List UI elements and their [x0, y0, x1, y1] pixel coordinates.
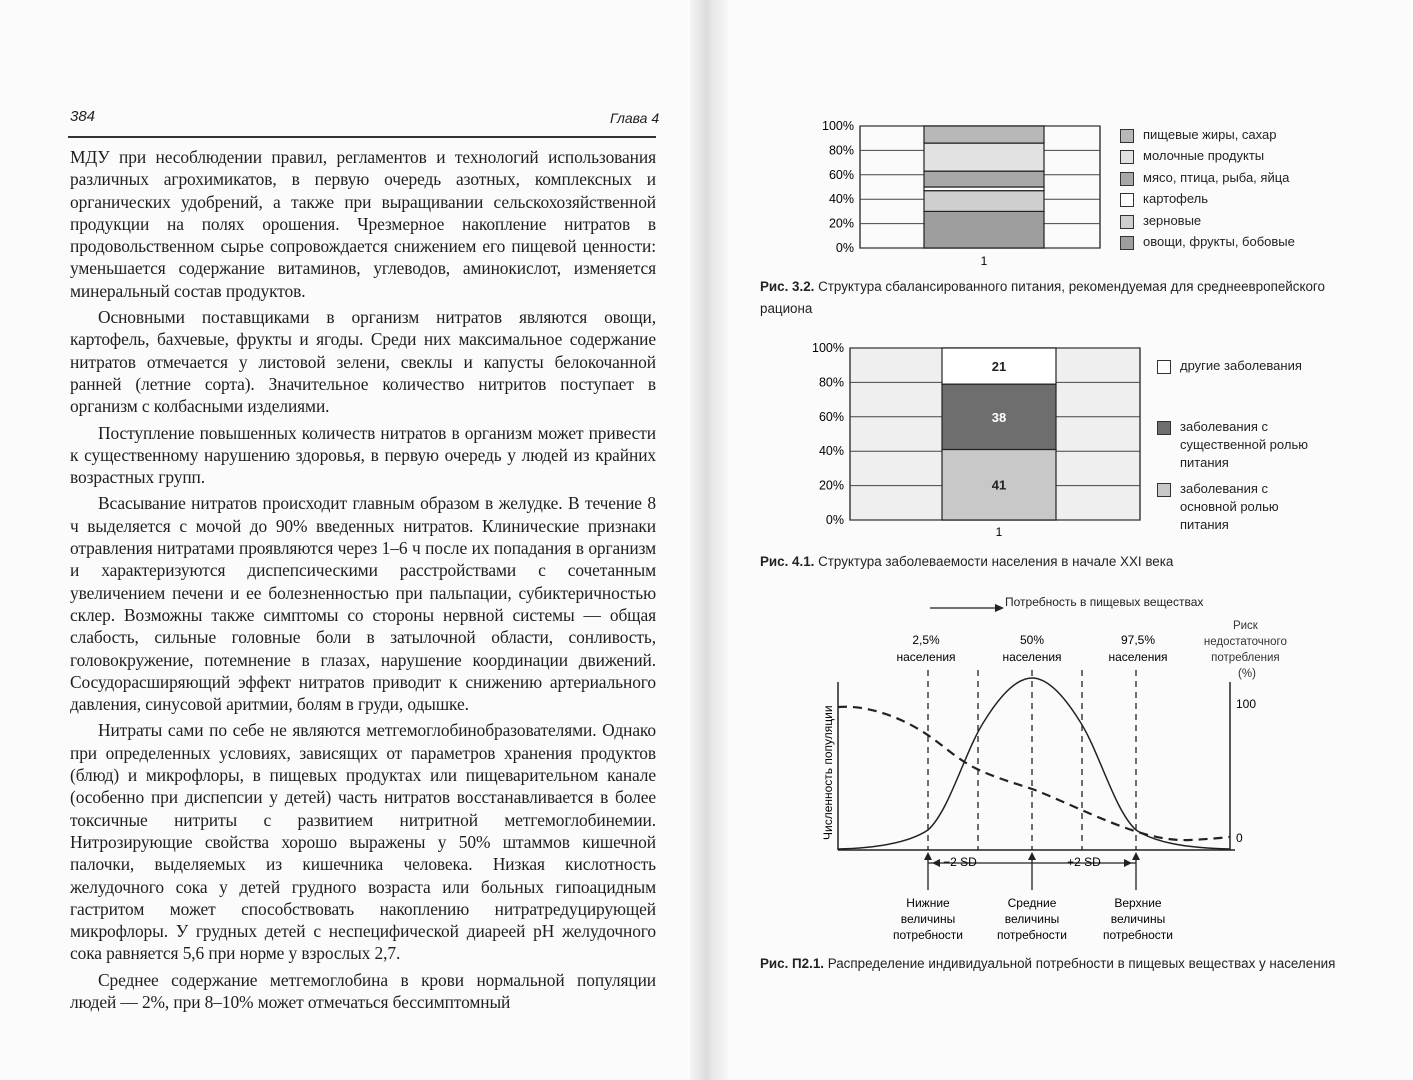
- figP21-caption: [760, 953, 1372, 975]
- y-tick-label: 100%: [822, 119, 854, 133]
- y-tick-label: 40%: [818, 444, 844, 459]
- bottom-label-mid: Средние величины потребности: [997, 896, 1067, 942]
- need-arrow-label: Потребность в пищевых веществах: [1005, 595, 1204, 609]
- legend-label: зерновые: [1143, 213, 1202, 228]
- legend-item: [1120, 212, 1201, 230]
- risk-label: Риск недостаточного потребления (%): [1203, 620, 1287, 680]
- legend-item: [1120, 126, 1276, 144]
- fig41-caption: [760, 551, 1372, 573]
- marker-pct: 2,5%: [912, 633, 940, 647]
- caption-label: Рис. 3.2.: [760, 279, 815, 294]
- legend-item: [1157, 357, 1337, 375]
- fig32-caption: [760, 276, 1372, 320]
- y-tick-label: 80%: [828, 143, 854, 158]
- legend-label: овощи, фрукты, бобовые: [1143, 234, 1295, 249]
- legend-swatch: [1157, 421, 1171, 435]
- bar-segment: [924, 211, 1044, 248]
- risk-0-label: 0: [1236, 831, 1243, 845]
- sd-minus-label: −2 SD: [943, 855, 977, 869]
- book-spine: [690, 0, 728, 1080]
- legend-label: молочные продукты: [1143, 148, 1265, 163]
- y-tick-label: 20%: [818, 478, 844, 493]
- data-label: 41: [991, 477, 1007, 493]
- sd-arrow-head: [932, 859, 940, 867]
- bar-segment: [924, 171, 1044, 187]
- bottom-label-low: Нижние величины потребности: [893, 896, 963, 942]
- risk-curve: [838, 707, 1230, 840]
- caption-label: Рис. П2.1.: [760, 956, 825, 971]
- paragraph: Основными поставщиками в организм нитратов являются овощи, картофель, бахчевые, фрукты и ягоды. Среди них максимальное содержание нитратов отмечается у листовой зелени, свеклы и капусты белокочанной ранней (летние сорта). Значительное количество нитритов поступает в организм с колбасными изделиями.: [70, 307, 656, 417]
- y-tick-label: 60%: [818, 409, 844, 424]
- page-number: 384: [70, 108, 96, 125]
- paragraph: МДУ при несоблюдении правил, регламентов и технологий использования различных агрохимикатов, в первую очередь азотных, комплексных и органических удобрений, а также при выращивании сельскохозяйственной продукции на полях орошения. Чрезмерное накопление нитратов в продовольственном сырье сопровождается снижением его пищевой ценности: уменьшается содержание витаминов, углеводов, аминокислот, изменяется минеральный состав продуктов.: [70, 147, 656, 301]
- chapter-header: Глава 4: [610, 110, 660, 126]
- legend-swatch: [1120, 150, 1134, 164]
- header-rule: [68, 136, 656, 138]
- legend-label: заболевания с основной ролью питания: [1180, 481, 1279, 532]
- marker-text: населения: [1002, 650, 1062, 664]
- up-arrow-head: [1028, 852, 1036, 860]
- marker-text: населения: [896, 650, 956, 664]
- legend-label: мясо, птица, рыба, яйца: [1143, 170, 1290, 185]
- legend-item: [1120, 233, 1295, 251]
- paragraph: Всасывание нитратов происходит главным образом в желудке. В течение 8 ч выделяется с мочой до 90% введенных нитратов. Клинические признаки отравления нитратами проявляются через 1–6 ч после их попадания в организм и характеризуются диспепсическими расстройствами с сочетанным увеличением печени и ее болезненностью при пальпации, субиктеричностью склер. Возможны также симптомы со стороны нервной системы — общая слабость, сильные головные боли в затылочной области, сонливость, головокружение, потемнение в глазах, нарушение координации движений. Сосудорасширяющий эффект нитратов приводит к снижению артериального давления, синусовой аритмии, болям в груди, одышке.: [70, 493, 656, 715]
- up-arrow-head: [1132, 852, 1140, 860]
- sd-plus-label: +2 SD: [1067, 855, 1101, 869]
- caption-text: Структура заболеваемости населения в начале XXI века: [818, 554, 1174, 569]
- legend-swatch: [1157, 360, 1171, 374]
- legend-swatch: [1120, 193, 1134, 207]
- marker-text: населения: [1108, 650, 1168, 664]
- x-tick-label: 1: [980, 254, 988, 268]
- data-label: 21: [991, 359, 1007, 375]
- legend-swatch: [1120, 236, 1134, 250]
- paragraph: Нитраты сами по себе не являются метгемоглобинобразователями. Однако при определенных условиях, зависящих от параметров хранения продуктов (блюд) и микрофлоры, в пищевых продуктах или пищеварительном канале (особенно при диспепсии у детей) часть нитратов восстанавливается в более токсичные нитриты с развитием нитритной метгемоглобинемии. Нитрозирующие свойства хорошо выражены у 50% штаммов кишечной палочки, выделяемых из кишечника человека. Низкая кислотность желудочного сока у детей грудного возраста или больных гипоацидным гастритом может способствовать накоплению нитратредуцирующей микрофлоры. У грудных детей с неспецифической диареей pH желудочного сока равняется 5,6 при норме у взрослых 2,7.: [70, 720, 656, 964]
- paragraph: Поступление повышенных количеств нитратов в организм может привести к существенному нарушению здоровья, в первую очередь у людей из крайних возрастных групп.: [70, 422, 656, 488]
- y-tick-label: 80%: [818, 375, 844, 390]
- caption-text: Структура сбалансированного питания, рекомендуемая для среднеевропейского рациона: [760, 279, 1325, 316]
- legend-label: заболевания с существенной ролью питания: [1180, 419, 1308, 470]
- legend-swatch: [1120, 215, 1134, 229]
- distribution-curve: [838, 678, 1230, 849]
- legend-item: [1157, 480, 1297, 534]
- legend-label: картофель: [1143, 191, 1209, 206]
- legend-label: пищевые жиры, сахар: [1143, 127, 1277, 142]
- sd-arrow-head: [1124, 859, 1132, 867]
- arrow-head: [995, 604, 1004, 612]
- chart-figP21: [810, 590, 1290, 950]
- legend-label: другие заболевания: [1180, 358, 1302, 373]
- paragraph: Среднее содержание метгемоглобина в крови нормальной популяции людей — 2%, при 8–10% может отмечаться бессимптомный: [70, 969, 656, 1012]
- legend-swatch: [1120, 129, 1134, 143]
- up-arrow-head: [924, 852, 932, 860]
- y-tick-label: 0%: [825, 513, 844, 527]
- risk-100-label: 100: [1236, 697, 1257, 711]
- y-tick-label: 100%: [812, 341, 844, 355]
- y-axis-label: Численность популяции: [821, 705, 835, 840]
- chart-fig32: [790, 118, 1120, 268]
- legend-swatch: [1157, 483, 1171, 497]
- bar-segment: [924, 191, 1044, 212]
- chart-fig41: [790, 340, 1150, 540]
- body-text: [70, 146, 656, 1013]
- legend-item: [1120, 169, 1289, 187]
- marker-pct: 97,5%: [1120, 633, 1156, 647]
- y-tick-label: 20%: [828, 216, 854, 231]
- legend-item: [1157, 418, 1332, 472]
- y-tick-label: 60%: [828, 167, 854, 182]
- legend-item: [1120, 190, 1208, 208]
- bar-segment: [924, 143, 1044, 171]
- caption-label: Рис. 4.1.: [760, 554, 815, 569]
- y-tick-label: 0%: [835, 241, 854, 255]
- legend-swatch: [1120, 172, 1134, 186]
- y-tick-label: 40%: [828, 192, 854, 207]
- data-label: 38: [991, 409, 1007, 425]
- legend-item: [1120, 147, 1264, 165]
- caption-text: Распределение индивидуальной потребности в пищевых веществах у населения: [827, 956, 1336, 971]
- x-tick-label: 1: [995, 525, 1003, 539]
- bar-segment: [924, 126, 1044, 143]
- marker-pct: 50%: [1019, 633, 1045, 647]
- bottom-label-high: Верхние величины потребности: [1103, 896, 1173, 942]
